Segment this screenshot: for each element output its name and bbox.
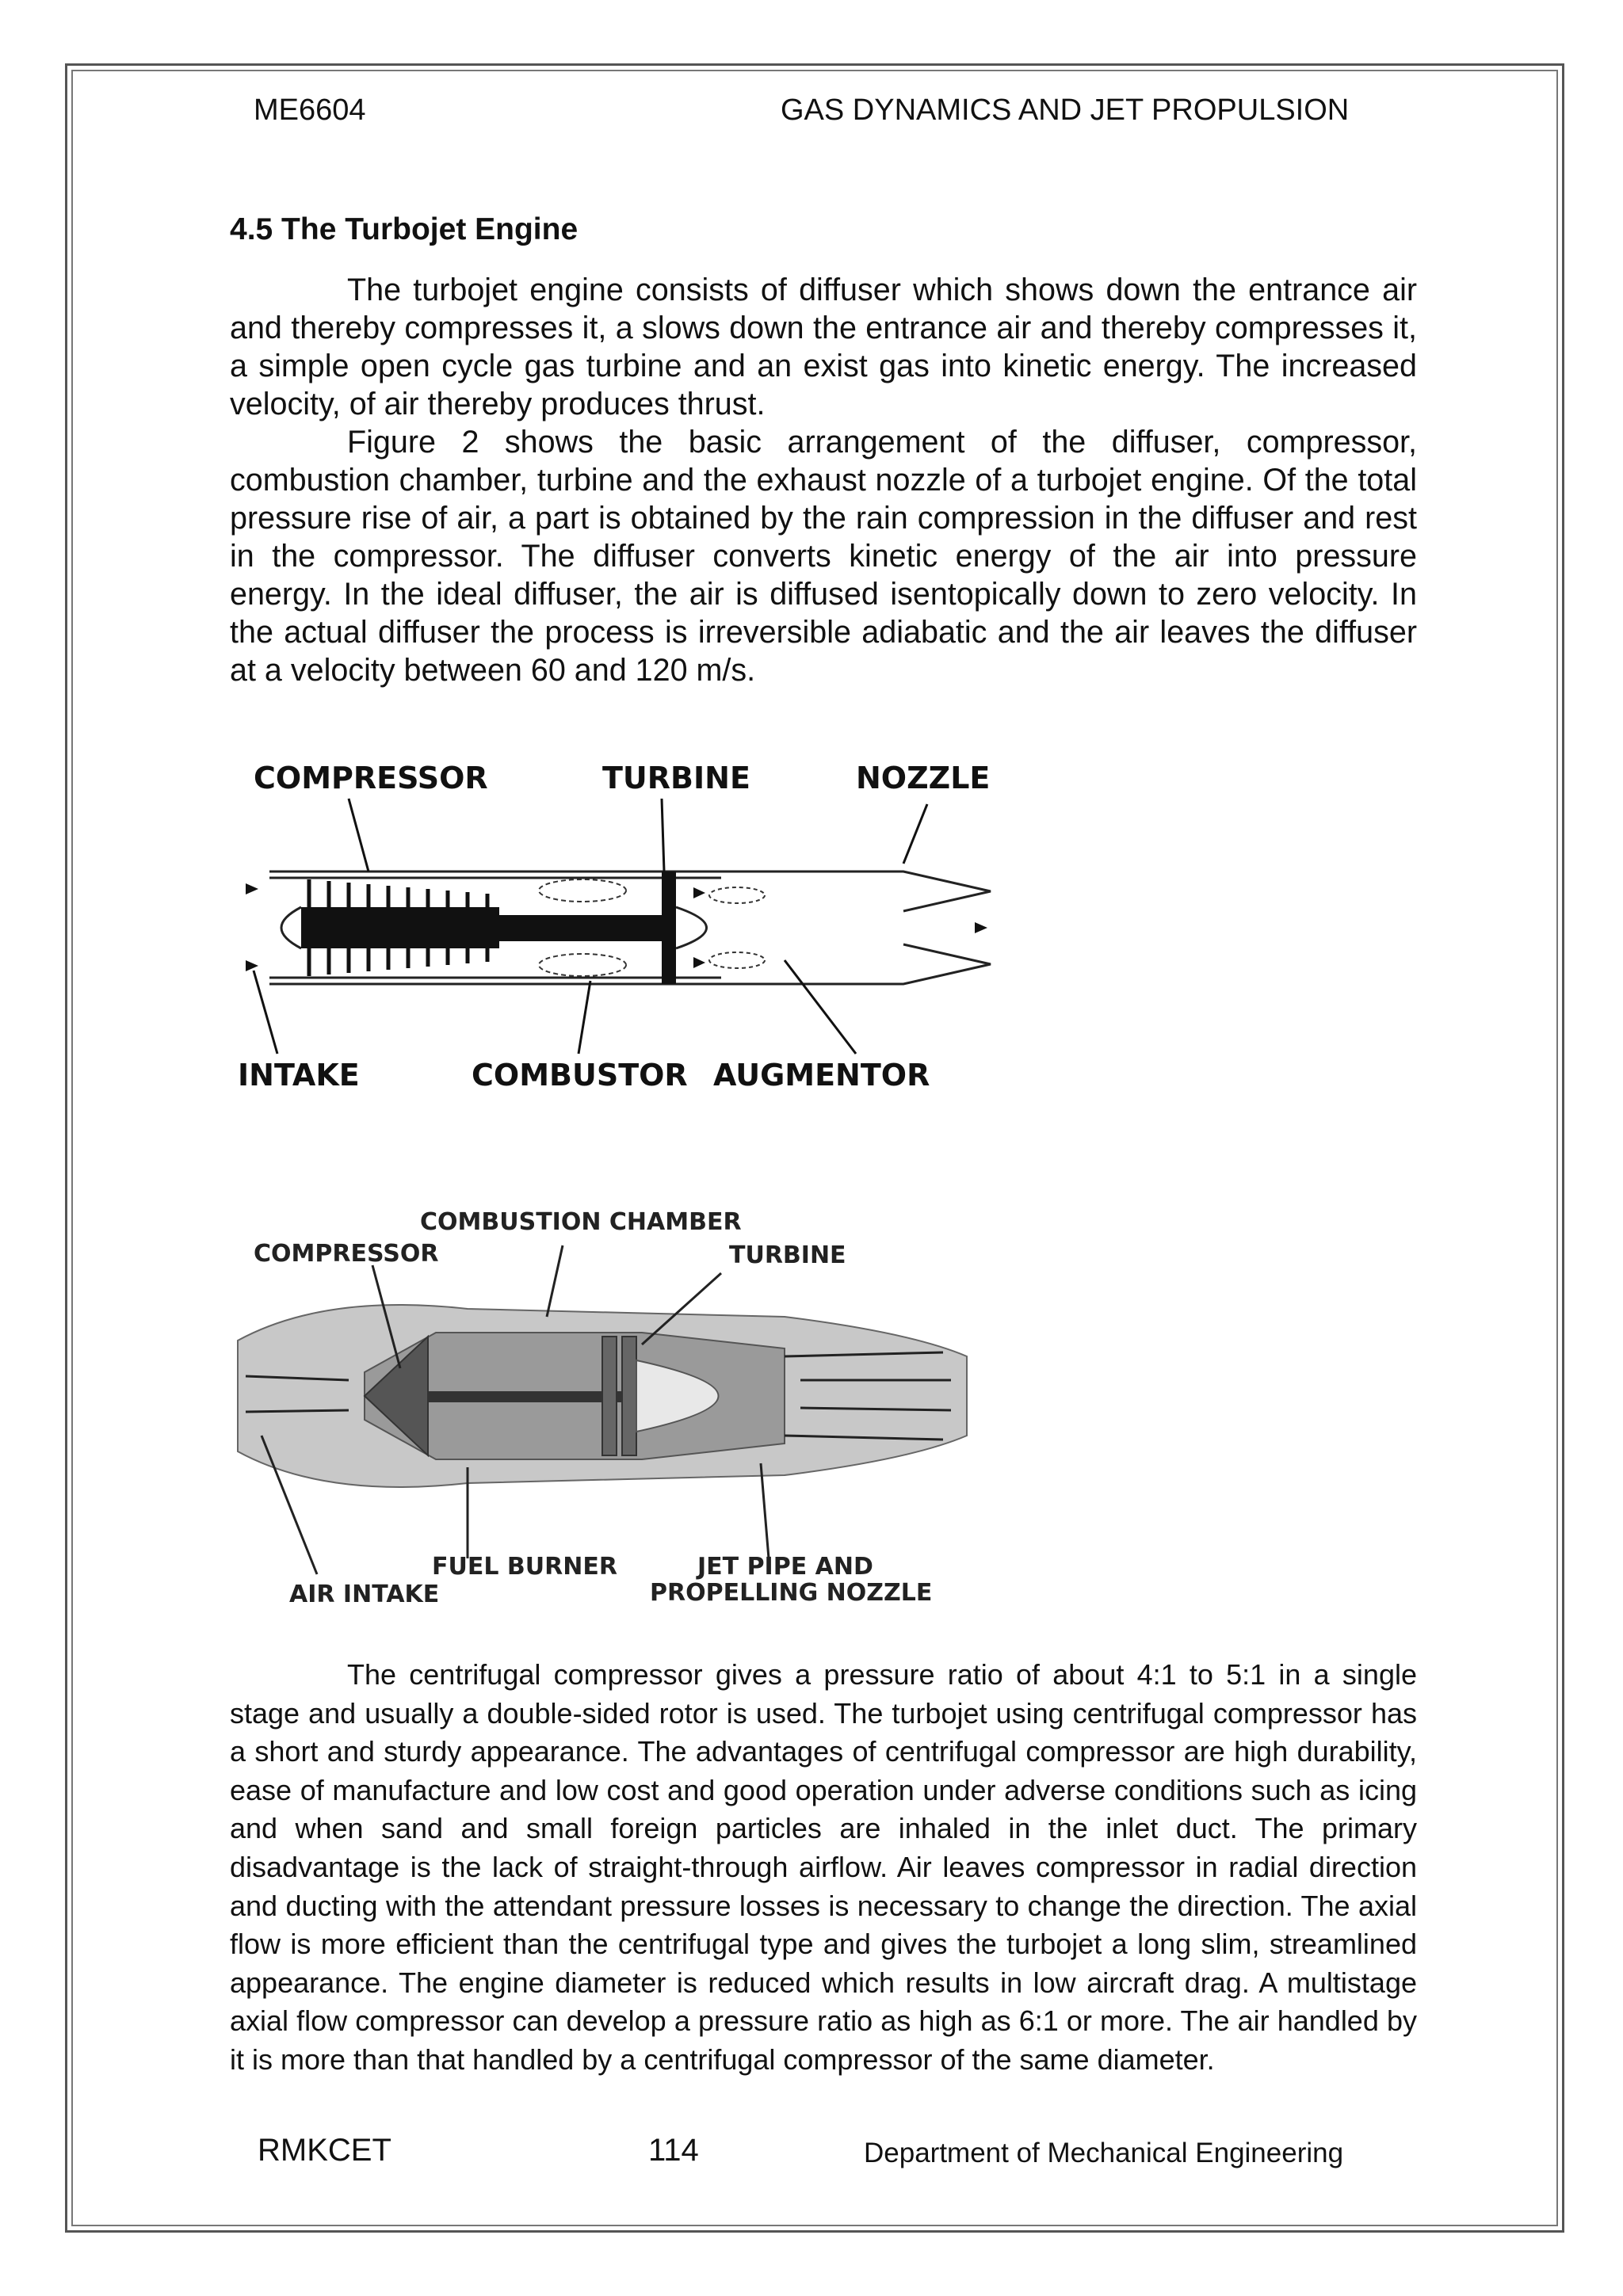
footer-institution: RMKCET — [258, 2133, 391, 2168]
label-augmentor: AUGMENTOR — [713, 1058, 930, 1093]
page-number: 114 — [648, 2133, 699, 2168]
course-code: ME6604 — [254, 93, 366, 127]
section-title: 4.5 The Turbojet Engine — [230, 212, 579, 246]
paragraph-2-text: Figure 2 shows the basic arrangement of the diffuser, compressor, combustion chamber, turbine and the exhaust nozzle of a turbojet engine. Of the total pressure rise of air, a part is obtained by the rain compression in the diffuser and rest in the compressor. The diffuser converts kinetic energy of the air into pressure energy. In the ideal diffuser, the air is diffused isentopically down to zero velocity. In the actual diffuser the process is irreversible adiabatic and the air leaves the diffuser at a velocity between 60 and 120 m/s. — [230, 425, 1417, 688]
label-turbine: TURBINE — [602, 761, 750, 795]
label-air-intake: AIR INTAKE — [289, 1581, 440, 1608]
tail-cone — [676, 907, 707, 948]
paragraph-3-text: The centrifugal compressor gives a pressure ratio of about 4:1 to 5:1 in a single stage and usually a double-sided rotor is used. The turbojet using centrifugal compressor has a short and sturdy appearance. The advantages of centrifugal compressor are high durability, ease of manufacture and low cost and good operation under adverse conditions such as icing and when sand and small foreign particles are inhaled in the inlet duct. The primary disadvantage is the lack of straight-through airflow. Air leaves compressor in radial direction and ducting with the attendant pressure losses is necessary to change the direction. The axial flow is more efficient than the centrifugal type and gives the turbojet a long slim, streamlined appearance. The engine diameter is reduced which results in low aircraft drag. A multistage axial flow compressor can develop a pressure ratio as high as 6:1 or more. The air handled by it is more than that handled by a centrifugal compressor of the same diameter. — [230, 1658, 1417, 2076]
label-combustion-chamber: COMBUSTION CHAMBER — [420, 1208, 742, 1236]
label-compressor-2: COMPRESSOR — [254, 1240, 439, 1268]
turbine-disc — [662, 871, 676, 984]
augmentor-flames — [709, 887, 765, 968]
paragraph-1-text: The turbojet engine consists of diffuser which shows down the entrance air and thereby compresses it, a slows down the entrance air and thereby compresses it, a simple open cycle gas turbine and an exist gas into kinetic energy. The increased velocity, of air thereby produces thrust. — [230, 273, 1417, 421]
label-nozzle: NOZZLE — [856, 761, 991, 795]
compressor-rotor — [301, 907, 674, 948]
label-intake: INTAKE — [238, 1058, 360, 1093]
figure-axial-turbojet — [230, 753, 1022, 1101]
paragraph-3 — [230, 1656, 1417, 2080]
paragraph-1 — [230, 271, 1417, 423]
label-turbine-2: TURBINE — [729, 1241, 846, 1269]
paragraph-2 — [230, 423, 1417, 689]
footer-department: Department of Mechanical Engineering — [864, 2138, 1344, 2168]
course-title: GAS DYNAMICS AND JET PROPULSION — [781, 93, 1350, 127]
label-fuel-burner: FUEL BURNER — [432, 1553, 617, 1581]
label-combustor: COMBUSTOR — [472, 1058, 688, 1093]
figure-centrifugal-turbojet — [230, 1198, 975, 1610]
label-jet-pipe: JET PIPE AND — [697, 1553, 873, 1581]
label-propelling-nozzle: PROPELLING NOZZLE — [650, 1579, 933, 1607]
intake-nose — [281, 907, 301, 948]
label-compressor: COMPRESSOR — [254, 761, 488, 795]
